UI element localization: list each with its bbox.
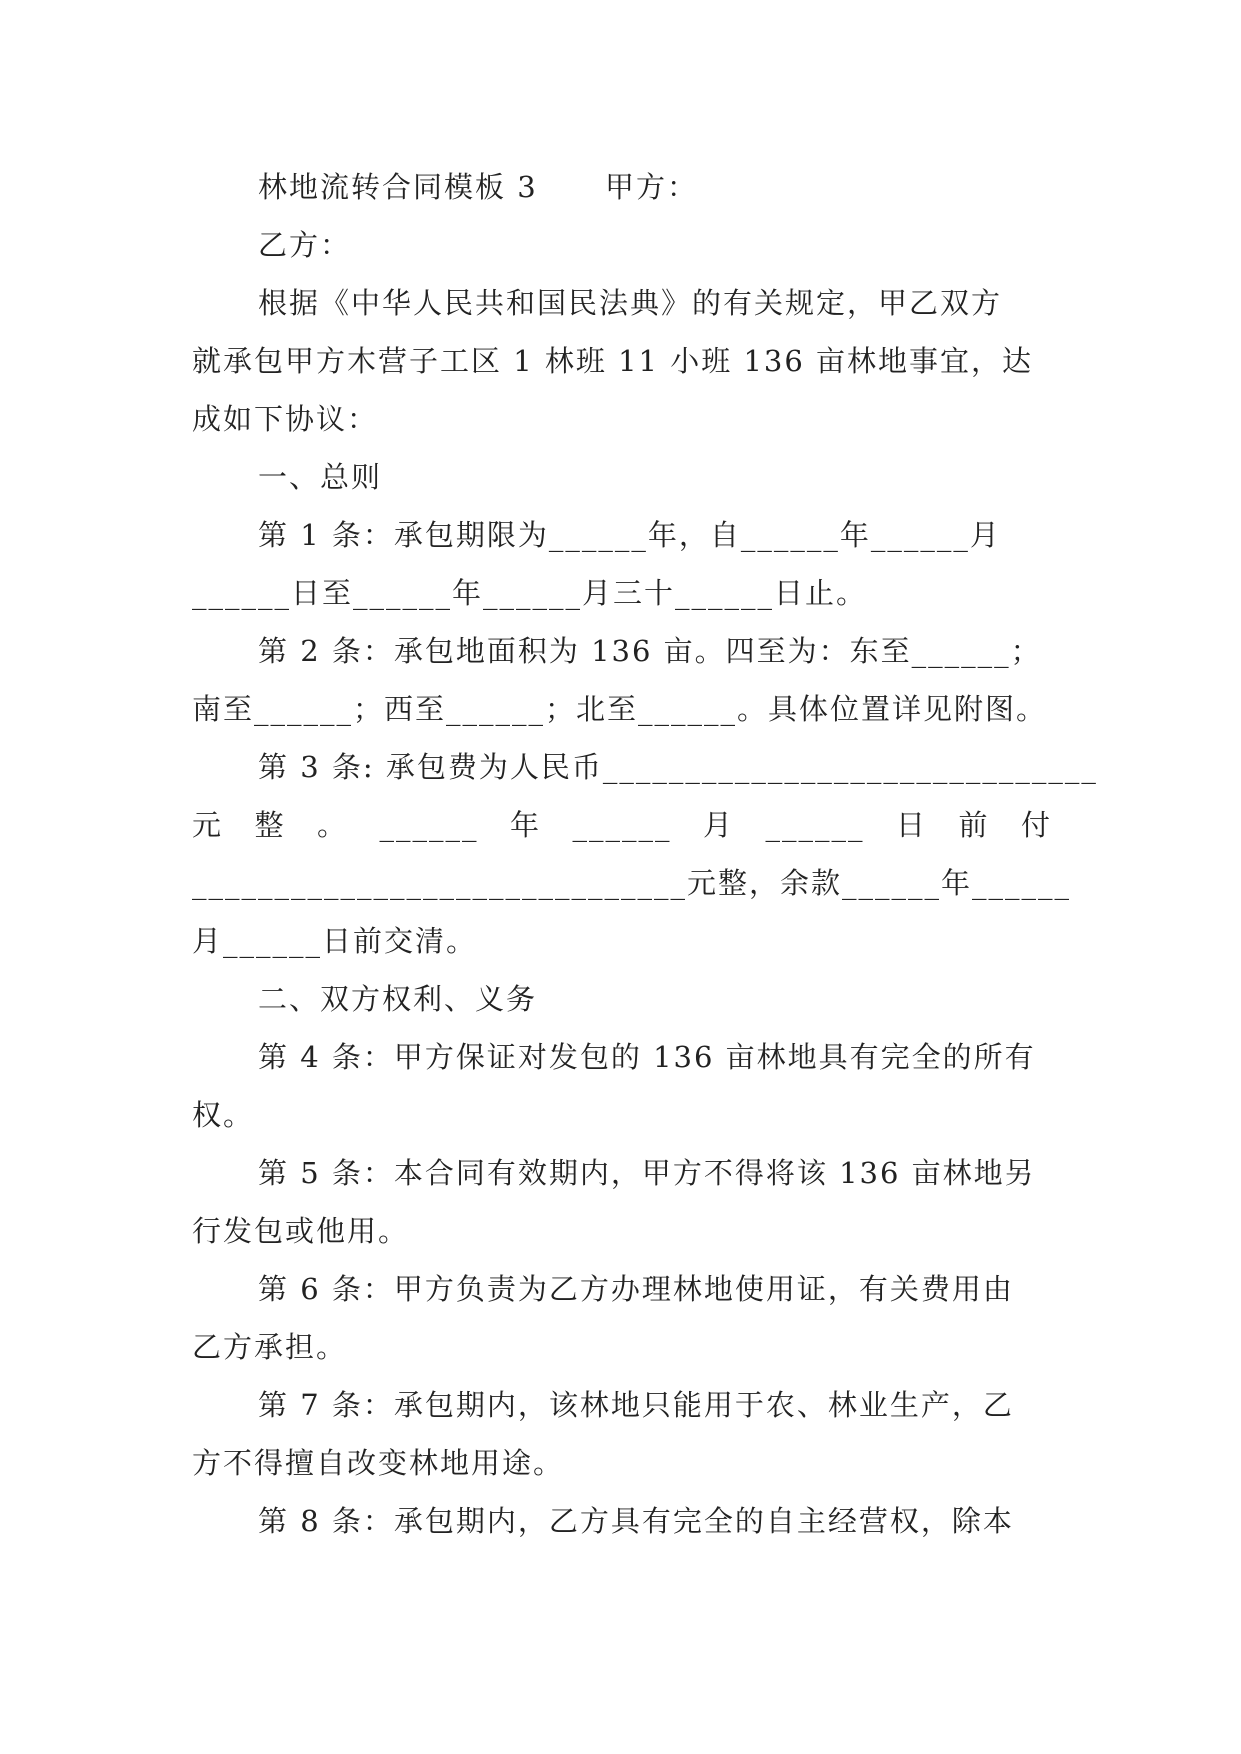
- doc-line: 第 7 条：承包期内，该林地只能用于农、林业生产，乙: [258, 1388, 1014, 1422]
- justified-part: 。: [317, 808, 349, 842]
- justified-part: 前: [958, 808, 990, 842]
- justified-part: 日: [895, 808, 927, 842]
- doc-line: 行发包或他用。: [192, 1214, 410, 1248]
- justified-part: ______: [572, 808, 672, 842]
- doc-line: 第 5 条：本合同有效期内，甲方不得将该 136 亩林地另: [258, 1156, 1036, 1190]
- doc-line: 第 2 条：承包地面积为 136 亩。四至为：东至______；: [258, 634, 1042, 668]
- doc-line: ______日至______年______月三十______日止。: [192, 576, 868, 610]
- doc-line: 第 4 条：甲方保证对发包的 136 亩林地具有完全的所有: [258, 1040, 1036, 1074]
- section-heading: 二、双方权利、义务: [258, 982, 538, 1016]
- justified-part: ______: [765, 808, 865, 842]
- justified-part: 月: [702, 808, 734, 842]
- justified-part: 年: [509, 808, 541, 842]
- doc-line: 南至______；西至______；北至______。具体位置详见附图。: [192, 692, 1048, 726]
- doc-line: 就承包甲方木营子工区 1 林班 11 小班 136 亩林地事宜，达: [192, 344, 1034, 378]
- doc-line: ______________________________元整，余款______年______: [192, 866, 1072, 900]
- doc-line: 第 3 条: 承包费为人民币______________________________: [258, 750, 1098, 784]
- doc-line: 乙方：: [258, 228, 352, 262]
- doc-line: 根据《中华人民共和国民法典》的有关规定，甲乙双方: [258, 286, 1003, 320]
- doc-line: 月______日前交清。: [192, 924, 478, 958]
- doc-line: 成如下协议：: [192, 402, 379, 436]
- doc-line: 第 6 条：甲方负责为乙方办理林地使用证，有关费用由: [258, 1272, 1014, 1306]
- justified-part: 整: [254, 808, 286, 842]
- doc-line: 第 8 条：承包期内，乙方具有完全的自主经营权，除本: [258, 1504, 1014, 1538]
- doc-line: 林地流转合同模板 3 甲方：: [258, 170, 698, 204]
- justified-part: ______: [379, 808, 479, 842]
- doc-line: 方不得擅自改变林地用途。: [192, 1446, 565, 1480]
- justified-part: 付: [1020, 808, 1052, 842]
- document-page: [192, 158, 1098, 1550]
- doc-line: 权。: [192, 1098, 255, 1132]
- justified-part: 元: [192, 808, 224, 842]
- doc-line-justified: [192, 796, 1052, 854]
- section-heading: 一、总则: [258, 460, 383, 494]
- doc-line: 乙方承担。: [192, 1330, 348, 1364]
- doc-line: 第 1 条：承包期限为______年，自______年______月: [258, 518, 1001, 552]
